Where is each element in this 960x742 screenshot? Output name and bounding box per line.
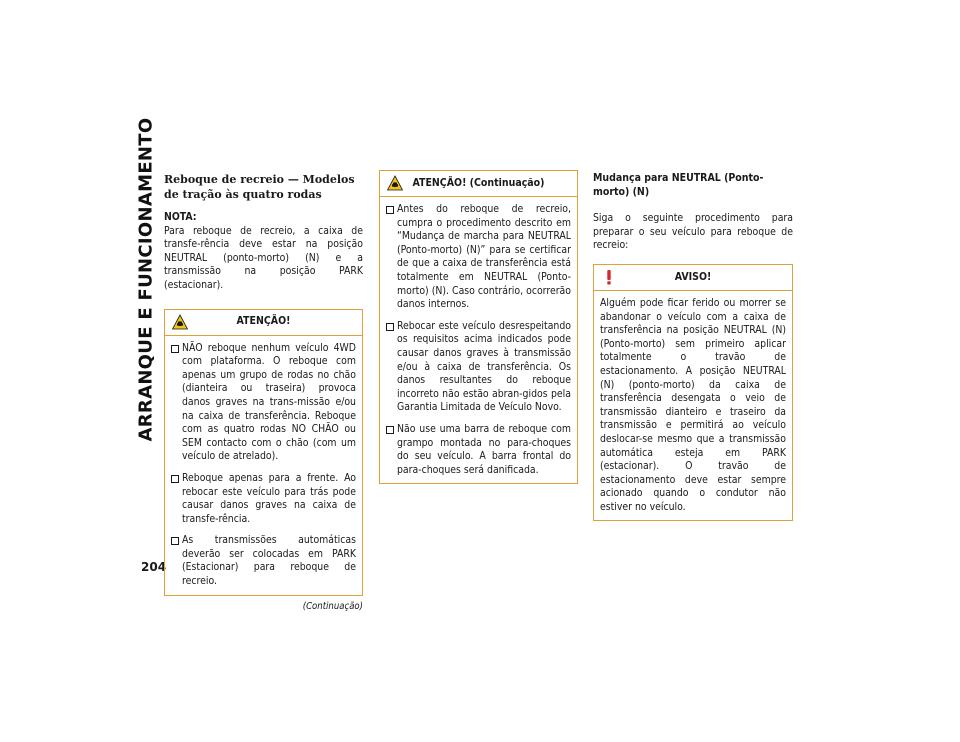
square-bullet-icon <box>386 323 394 331</box>
list-item <box>386 320 571 415</box>
exclamation-icon <box>601 269 617 285</box>
notice-text: Alguém pode ficar ferido ou morrer se abandonar o veículo com a caixa de transferência na posição NEUTRAL (N)(Ponto-morto) sem primeiro aplicar totalmente o travão de estacionamento. A posição NEUTRAL (N) (ponto-morto) da caixa de transferência desengata o veio de transmissão dianteiro e traseiro da transmissão e permitirá ao veículo deslocar-se mesmo que a transmissão automática esteja em PARK (estacionar). O travão de estacionamento deve estar sempre acionado quando o condutor não estiver no veículo. <box>600 296 786 513</box>
warning-box-header <box>380 171 577 197</box>
notice-box-header <box>594 265 792 291</box>
car-warning-icon <box>387 175 403 191</box>
warning-box-header <box>165 310 362 336</box>
warning-continued-box <box>379 170 578 484</box>
note-label: NOTA: <box>164 211 197 223</box>
side-section-title <box>132 117 160 442</box>
warning-title: ATENÇÃO! (Continuação) <box>412 176 545 189</box>
warning-title: ATENÇÃO! <box>236 315 291 328</box>
subsection-title: Mudança para NEUTRAL (Ponto-morto) (N) <box>593 172 764 198</box>
column-3 <box>593 172 793 521</box>
intro-text: Siga o seguinte procedimento para preparar o seu veículo para reboque de recreio: <box>593 212 793 252</box>
notice-title: AVISO! <box>674 270 712 283</box>
page-number: 204 <box>141 560 167 574</box>
square-bullet-icon <box>171 475 179 483</box>
warning-box <box>164 309 363 596</box>
note-text: Para reboque de recreio, a caixa de transfe-rência deve estar na posição NEUTRAL (ponto-morto) (N) e a transmissão na posição PARK (estacionar). <box>164 224 363 291</box>
list-item-text: Rebocar este veículo desrespeitando os requisitos acima indicados pode causar danos graves à transmissão e/ou à caixa de transferência. Os danos resultantes do reboque incorreto não estão abran-gidos pela Garantia Limitada de Veículo Novo. <box>397 319 571 414</box>
list-item <box>386 203 571 312</box>
side-title-text: ARRANQUE E FUNCIONAMENTO <box>135 117 157 442</box>
list-item-text: Reboque apenas para a frente. Ao rebocar este veículo para trás pode causar danos graves na caixa de transfe-rência. <box>182 471 356 525</box>
list-item <box>171 534 356 588</box>
list-item-text: NÃO reboque nenhum veículo 4WD com plataforma. O reboque com apenas um grupo de rodas no chão (dianteira ou traseira) provoca danos graves na trans-missão e/ou na caixa de transferência. Reboque com as quatro rodas NO CHÃO ou SEM contacto com o chão (com um veículo de atrelado). <box>182 341 356 463</box>
square-bullet-icon <box>171 345 179 353</box>
list-item <box>171 472 356 526</box>
warning-box-body <box>165 336 362 595</box>
warning-box-body <box>380 197 577 483</box>
list-item <box>171 342 356 464</box>
car-warning-icon <box>172 314 188 330</box>
square-bullet-icon <box>386 206 394 214</box>
notice-box <box>593 264 793 522</box>
notice-box-body <box>594 291 792 521</box>
square-bullet-icon <box>386 426 394 434</box>
list-item <box>386 423 571 477</box>
square-bullet-icon <box>171 537 179 545</box>
continued-label: (Continuação) <box>302 600 363 612</box>
column-1 <box>164 172 363 613</box>
list-item-text: Antes do reboque de recreio, cumpra o procedimento descrito em “Mudança de marcha para NEUTRAL (Ponto-morto) (N)” para se certificar de que a caixa de transferência está totalmente em NEUTRAL (Ponto-morto) (N). Caso contrário, ocorrerão danos internos. <box>397 203 571 311</box>
section-title: Reboque de recreio — Modelos de tração às quatro rodas <box>164 173 355 201</box>
list-item-text: As transmissões automáticas deverão ser colocadas em PARK (Estacionar) para reboque de recreio. <box>182 534 356 588</box>
column-2 <box>379 170 578 484</box>
list-item-text: Não use uma barra de reboque com grampo montada no para-choques do seu veículo. A barra frontal do para-choques será danificada. <box>397 422 571 476</box>
